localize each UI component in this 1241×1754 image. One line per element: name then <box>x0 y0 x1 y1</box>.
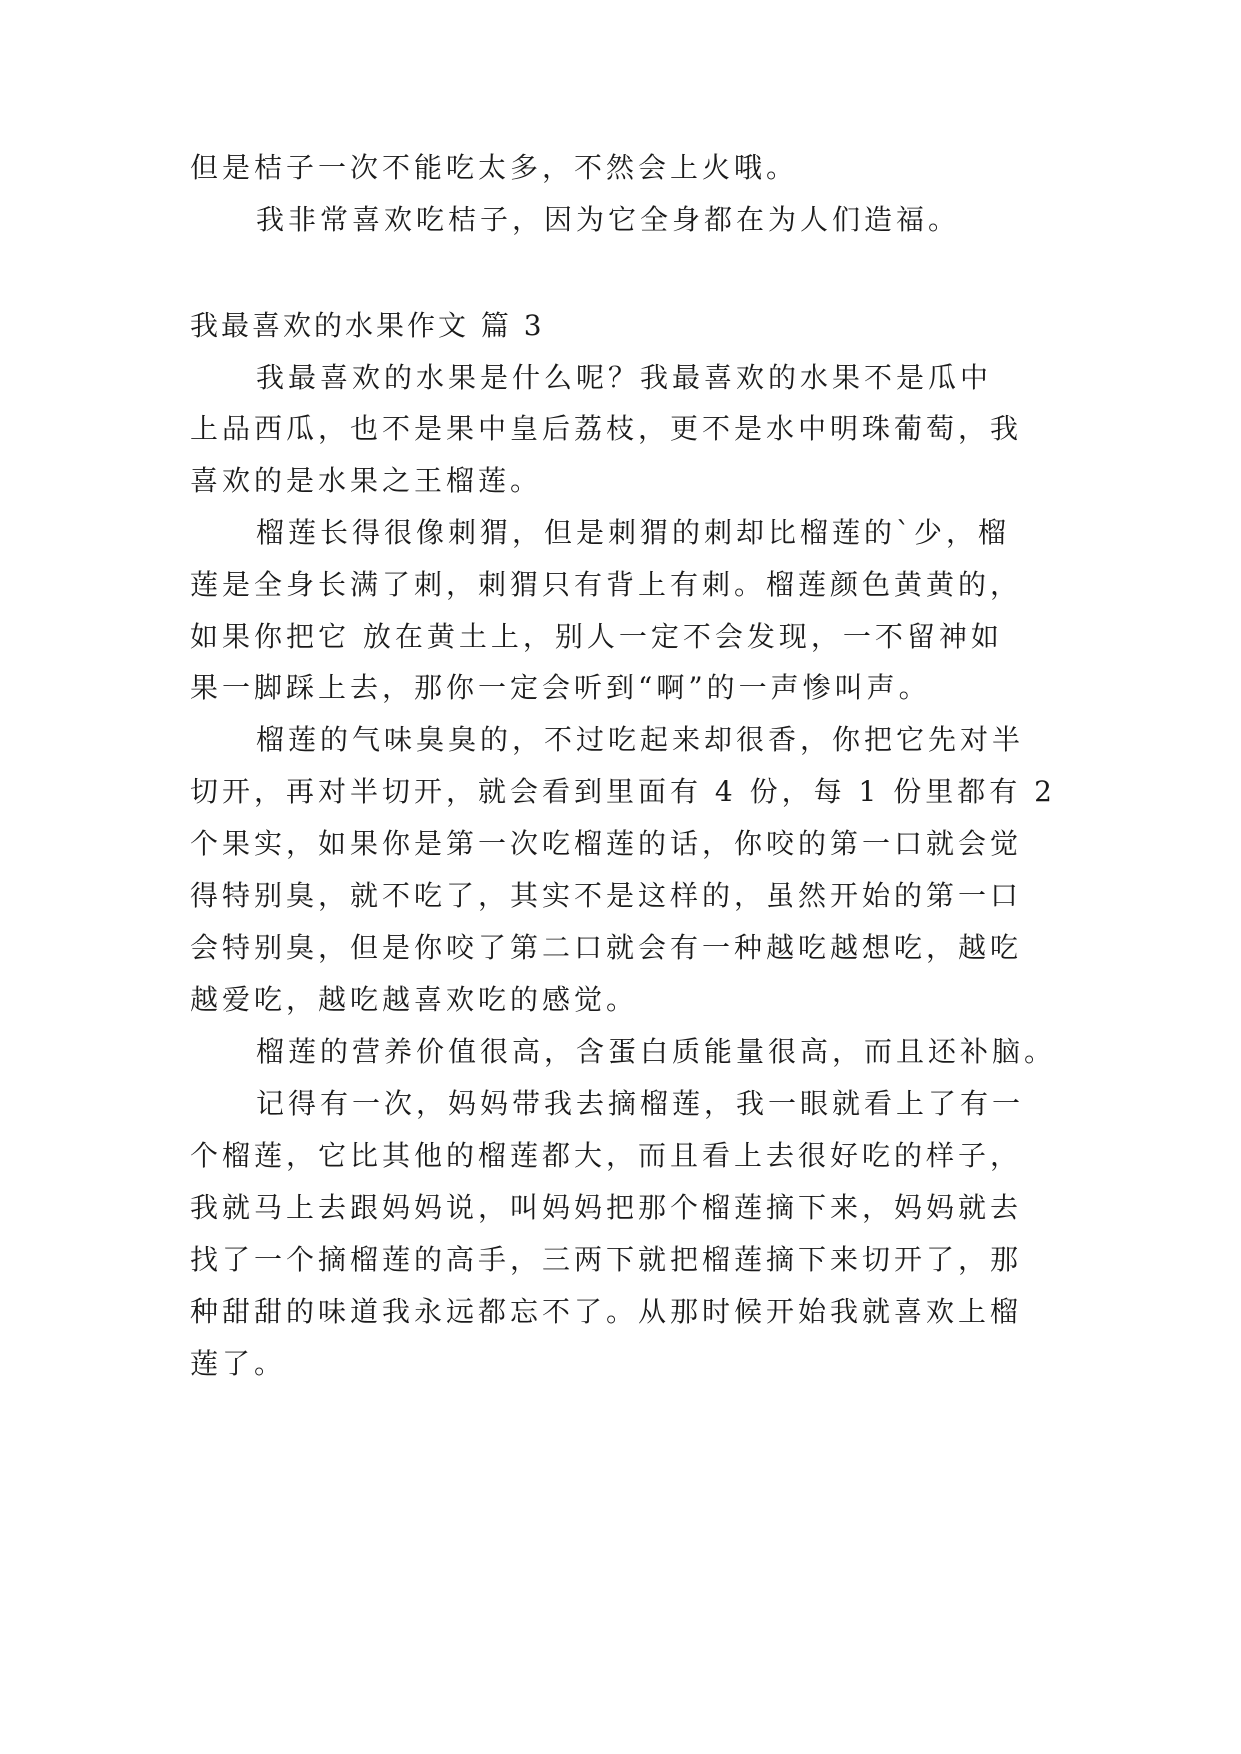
text-line: 种甜甜的味道我永远都忘不了。从那时候开始我就喜欢上榴 <box>190 1295 1023 1328</box>
text-line: 个果实，如果你是第一次吃榴莲的话，你咬的第一口就会觉 <box>190 827 1023 860</box>
text-line: 会特别臭，但是你咬了第二口就会有一种越吃越想吃，越吃 <box>190 931 1023 964</box>
text-line: 上品西瓜，也不是果中皇后荔枝，更不是水中明珠葡萄，我 <box>190 412 1023 445</box>
text-line: 莲是全身长满了刺，刺猬只有背上有刺。榴莲颜色黄黄的， <box>190 568 1023 601</box>
text-line: 我就马上去跟妈妈说，叫妈妈把那个榴莲摘下来，妈妈就去 <box>190 1191 1023 1224</box>
text-line: 我非常喜欢吃桔子，因为它全身都在为人们造福。 <box>256 203 961 236</box>
text-line: 得特别臭，就不吃了，其实不是这样的，虽然开始的第一口 <box>190 879 1023 912</box>
text-line: 越爱吃，越吃越喜欢吃的感觉。 <box>190 983 639 1016</box>
text-line: 找了一个摘榴莲的高手，三两下就把榴莲摘下来切开了，那 <box>190 1243 1023 1276</box>
text-line: 榴莲长得很像刺猬，但是刺猬的刺却比榴莲的`少，榴 <box>256 516 1011 549</box>
text-line: 喜欢的是水果之王榴莲。 <box>190 464 543 497</box>
text-line: 如果你把它 放在黄土上，别人一定不会发现，一不留神如 <box>190 620 1003 653</box>
text-line: 莲了。 <box>190 1347 287 1380</box>
text-line: 榴莲的营养价值很高，含蛋白质能量很高，而且还补脑。 <box>256 1035 1057 1068</box>
text-line: 我最喜欢的水果是什么呢？我最喜欢的水果不是瓜中 <box>256 361 993 394</box>
section-heading: 我最喜欢的水果作文 篇 3 <box>190 309 545 342</box>
text-line: 果一脚踩上去，那你一定会听到“啊”的一声惨叫声。 <box>190 671 931 704</box>
text-line: 记得有一次，妈妈带我去摘榴莲，我一眼就看上了有一 <box>256 1087 1025 1120</box>
text-line: 但是桔子一次不能吃太多，不然会上火哦。 <box>190 151 799 184</box>
text-line: 榴莲的气味臭臭的，不过吃起来却很香，你把它先对半 <box>256 723 1025 756</box>
text-line: 切开，再对半切开，就会看到里面有 4 份，每 1 份里都有 2 <box>190 775 1056 808</box>
text-line: 个榴莲，它比其他的榴莲都大，而且看上去很好吃的样子， <box>190 1139 1023 1172</box>
